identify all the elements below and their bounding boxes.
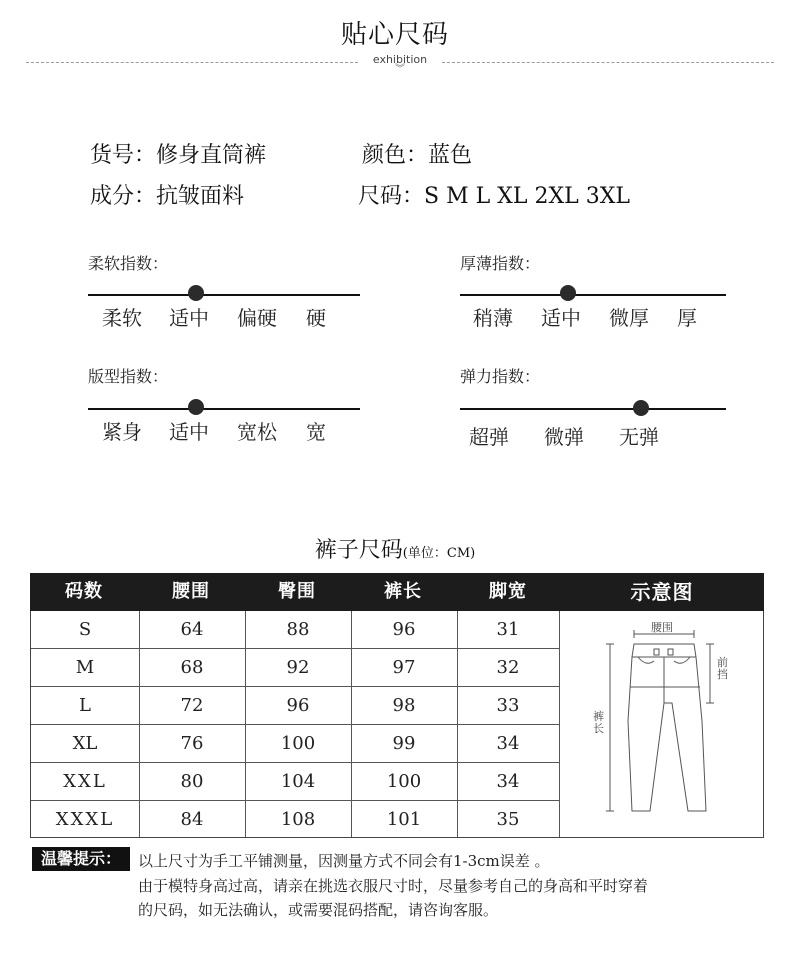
thickness-label: 厚薄指数： xyxy=(460,254,541,273)
fit-label: 版型指数： xyxy=(88,367,169,386)
divider-left xyxy=(26,62,358,63)
table-cell: 101 xyxy=(386,809,422,830)
table-cell: 100 xyxy=(280,733,316,754)
softness-indicator xyxy=(188,285,204,301)
table-cell: S xyxy=(78,619,92,640)
elasticity-indicator xyxy=(633,400,649,416)
header-size: 码数 xyxy=(65,581,103,602)
table-cell: XXXL xyxy=(55,809,115,830)
table-cell: XL xyxy=(72,733,98,754)
table-cell: 98 xyxy=(392,695,416,716)
fit-indicator xyxy=(188,399,204,415)
table-cell: 31 xyxy=(496,619,520,640)
table-cell: 88 xyxy=(286,619,310,640)
table-cell: 33 xyxy=(496,695,520,716)
item-material: 成分：抗皱面料 xyxy=(90,184,245,209)
subtitle: exhibition xyxy=(372,53,428,66)
thickness-indicator xyxy=(560,285,576,301)
pants-diagram xyxy=(560,611,763,837)
header-hem: 脚宽 xyxy=(489,581,527,602)
size-table-header xyxy=(30,573,764,611)
fit-option: 宽松 xyxy=(237,420,277,444)
size-table-unit: (单位：CM) xyxy=(402,546,476,561)
table-cell: XXL xyxy=(63,771,107,792)
header-hip: 臀围 xyxy=(278,581,316,602)
table-cell: 76 xyxy=(180,733,204,754)
elasticity-option: 微弹 xyxy=(544,425,584,449)
softness-scale xyxy=(88,294,360,296)
table-cell: 32 xyxy=(496,657,520,678)
chevron-down-icon: ︾ xyxy=(395,64,405,75)
softness-option: 柔软 xyxy=(102,306,142,330)
header-length: 裤长 xyxy=(384,581,422,602)
softness-option: 偏硬 xyxy=(237,306,277,330)
elasticity-scale xyxy=(460,408,726,410)
fit-option: 宽 xyxy=(306,420,326,444)
page-title: 贴心尺码 xyxy=(340,20,449,50)
thickness-option: 厚 xyxy=(677,306,697,330)
fit-scale xyxy=(88,408,360,410)
table-cell: 80 xyxy=(180,771,204,792)
table-cell: 96 xyxy=(392,619,416,640)
tips-badge: 温馨提示： xyxy=(32,847,130,871)
diagram-rise-label: 前挡 xyxy=(717,656,728,681)
diagram-waist-label: 腰围 xyxy=(651,621,673,634)
thickness-scale xyxy=(460,294,726,296)
table-cell: 35 xyxy=(496,809,520,830)
elasticity-option: 无弹 xyxy=(619,425,659,449)
table-cell: 34 xyxy=(496,733,520,754)
size-table-title xyxy=(0,533,790,564)
softness-option: 适中 xyxy=(169,306,209,330)
item-color: 颜色：蓝色 xyxy=(362,143,473,168)
table-cell: 108 xyxy=(280,809,316,830)
tips-line-1: 以上尺寸为手工平铺测量，因测量方式不同会有1-3cm误差 。 xyxy=(138,852,550,870)
softness-label: 柔软指数： xyxy=(88,254,169,273)
fit-option: 紧身 xyxy=(102,420,142,444)
table-cell: M xyxy=(75,657,95,678)
size-table-title-text: 裤子尺码 xyxy=(314,538,403,563)
table-cell: 97 xyxy=(392,657,416,678)
thickness-option: 适中 xyxy=(541,306,581,330)
item-sizes: 尺码：S M L XL 2XL 3XL xyxy=(358,184,630,209)
table-cell: 72 xyxy=(180,695,204,716)
diagram-length-label: 裤长 xyxy=(593,710,604,735)
table-cell: 34 xyxy=(496,771,520,792)
table-cell: L xyxy=(79,695,91,716)
table-cell: 64 xyxy=(180,619,204,640)
tips-line-2: 由于模特身高过高，请亲在挑选衣服尺寸时，尽量参考自己的身高和平时穿着 xyxy=(138,877,649,895)
header-waist: 腰围 xyxy=(172,581,210,602)
header-diagram: 示意图 xyxy=(630,580,694,604)
elasticity-option: 超弹 xyxy=(469,425,509,449)
table-cell: 84 xyxy=(180,809,204,830)
elasticity-label: 弹力指数： xyxy=(460,367,541,386)
fit-option: 适中 xyxy=(169,420,209,444)
item-number: 货号：修身直筒裤 xyxy=(90,143,267,168)
size-table-body xyxy=(30,611,764,838)
thickness-option: 微厚 xyxy=(609,306,649,330)
table-cell: 68 xyxy=(180,657,204,678)
table-cell: 104 xyxy=(280,771,316,792)
tips-line-3: 的尺码，如无法确认，或需要混码搭配，请咨询客服。 xyxy=(138,901,499,919)
table-cell: 99 xyxy=(392,733,416,754)
softness-option: 硬 xyxy=(306,306,326,330)
thickness-option: 稍薄 xyxy=(473,306,513,330)
table-cell: 100 xyxy=(386,771,422,792)
table-cell: 96 xyxy=(286,695,310,716)
table-cell: 92 xyxy=(286,657,310,678)
divider-right xyxy=(442,62,774,63)
